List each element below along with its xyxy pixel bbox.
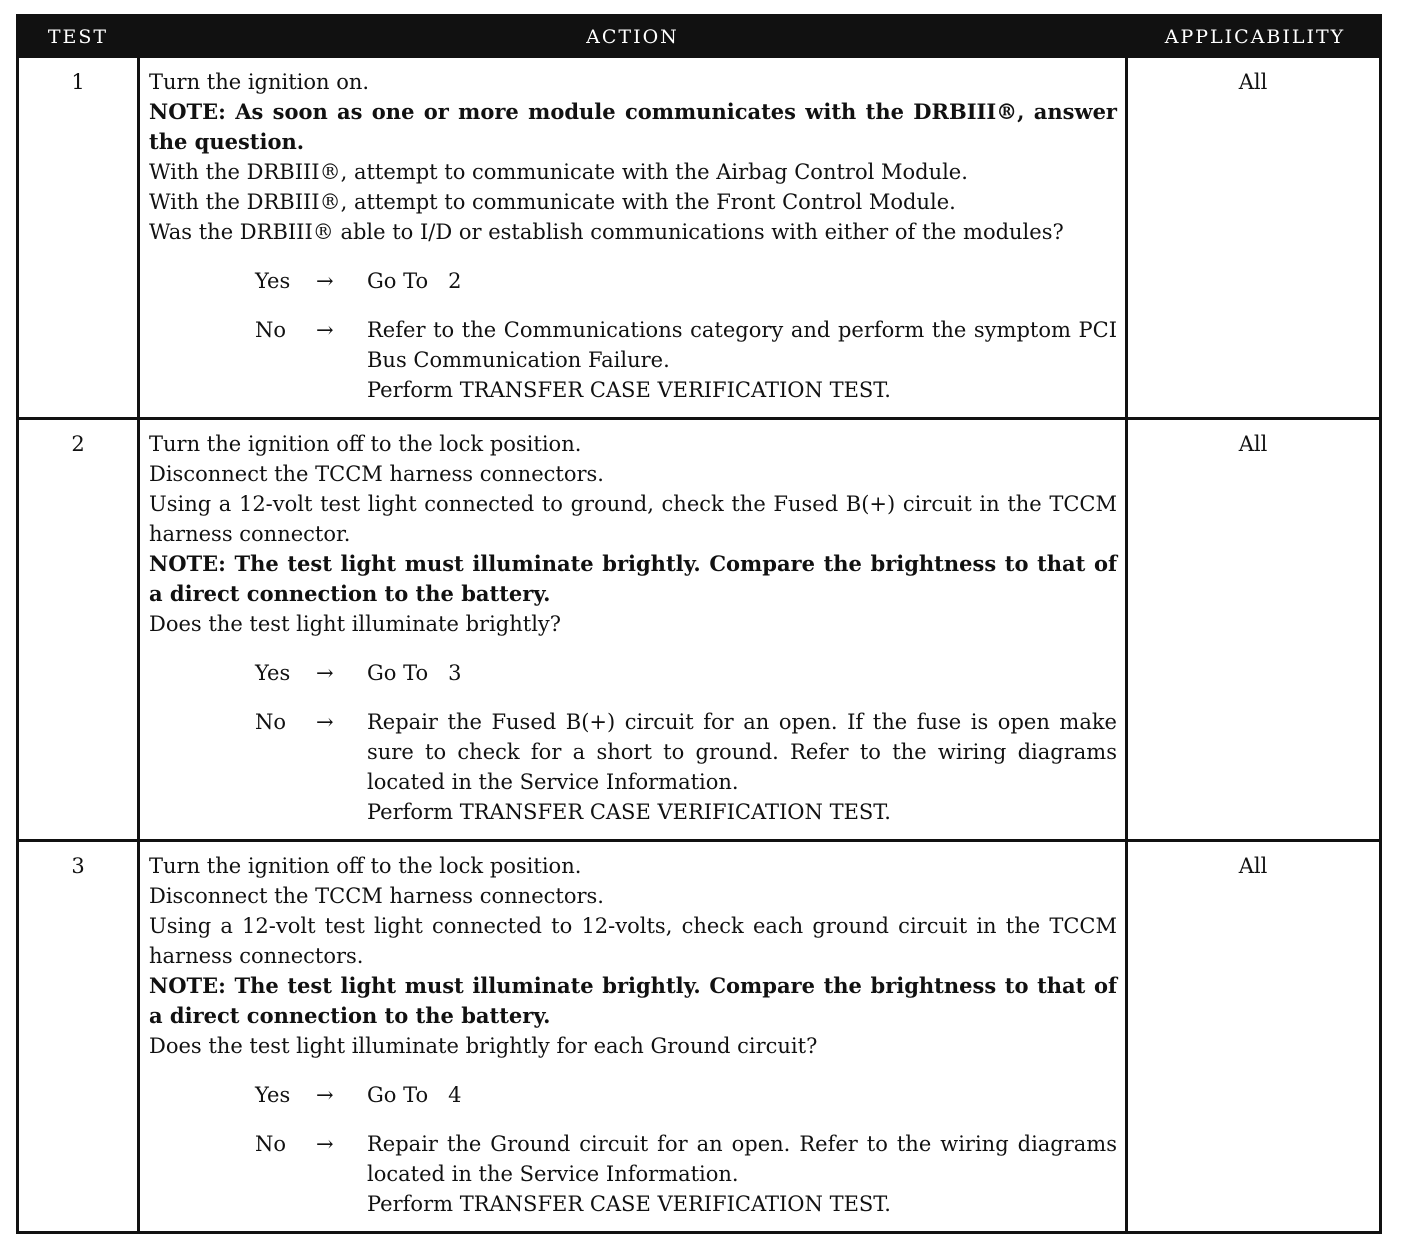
arrow-icon: → (316, 710, 334, 734)
yes-result: Go To 2 (367, 269, 462, 293)
header-applicability: APPLICABILITY (1164, 26, 1346, 48)
arrow-icon: → (316, 269, 334, 293)
no-label: No (255, 1132, 287, 1156)
no-result: Repair the Fused B(+) circuit for an open. If the fuse is open make sure to check for a short to ground. Refer to the wiring diagrams located in the Service Information. (367, 710, 1117, 794)
no-branch (149, 1129, 1117, 1219)
action-cell (149, 851, 1117, 1219)
applicability-value: All (1238, 432, 1268, 456)
action-line: Turn the ignition off to the lock position. (149, 432, 582, 456)
test-number: 3 (71, 854, 85, 878)
yes-branch (149, 1080, 1117, 1110)
row-divider (19, 839, 1379, 842)
action-cell (149, 429, 1117, 827)
action-line: Does the test light illuminate brightly for each Ground circuit? (149, 1034, 818, 1058)
action-line: Does the test light illuminate brightly? (149, 612, 562, 636)
note-text: NOTE: The test light must illuminate brightly. Compare the brightness to that of a direct connection to the battery. (149, 551, 1117, 606)
arrow-icon: → (316, 318, 334, 342)
table-header (19, 17, 1379, 58)
yes-result: Go To 3 (367, 661, 462, 685)
no-result: Perform TRANSFER CASE VERIFICATION TEST. (367, 800, 891, 824)
note-text: NOTE: The test light must illuminate brightly. Compare the brightness to that of a direct connection to the battery. (149, 973, 1117, 1028)
action-line: With the DRBIII®, attempt to communicate with the Front Control Module. (149, 190, 956, 214)
no-label: No (255, 710, 287, 734)
no-branch (149, 707, 1117, 827)
arrow-icon: → (316, 1083, 334, 1107)
action-line: Using a 12-volt test light connected to ground, check the Fused B(+) circuit in the TCCM harness connector. (149, 492, 1117, 546)
row-divider (19, 417, 1379, 420)
header-test: TEST (47, 26, 109, 48)
no-label: No (255, 318, 287, 342)
test-number: 1 (71, 70, 85, 94)
no-result: Perform TRANSFER CASE VERIFICATION TEST. (367, 1192, 891, 1216)
applicability-value: All (1238, 70, 1268, 94)
yes-label: Yes (255, 269, 291, 293)
yes-label: Yes (255, 661, 291, 685)
note-text: NOTE: As soon as one or more module communicates with the DRBIII®, answer the question. (149, 99, 1117, 154)
diagnostic-table (16, 14, 1382, 1234)
action-line: Was the DRBIII® able to I/D or establish communications with either of the modules? (149, 220, 1064, 244)
arrow-icon: → (316, 661, 334, 685)
action-line: Turn the ignition on. (149, 70, 370, 94)
no-result: Repair the Ground circuit for an open. Refer to the wiring diagrams located in the Service Information. (367, 1132, 1117, 1186)
action-line: Using a 12-volt test light connected to 12-volts, check each ground circuit in the TCCM harness connectors. (149, 914, 1117, 968)
column-divider (137, 58, 140, 1231)
yes-branch (149, 266, 1117, 296)
applicability-value: All (1238, 854, 1268, 878)
action-line: With the DRBIII®, attempt to communicate with the Airbag Control Module. (149, 160, 968, 184)
arrow-icon: → (316, 1132, 334, 1156)
action-line: Disconnect the TCCM harness connectors. (149, 884, 604, 908)
column-divider (1125, 58, 1128, 1231)
no-result: Refer to the Communications category and perform the symptom PCI Bus Communication Failure. (367, 318, 1117, 372)
no-branch (149, 315, 1117, 405)
header-action: ACTION (586, 26, 679, 48)
action-cell (149, 67, 1117, 405)
action-line: Turn the ignition off to the lock position. (149, 854, 582, 878)
yes-label: Yes (255, 1083, 291, 1107)
test-number: 2 (71, 432, 85, 456)
no-result: Perform TRANSFER CASE VERIFICATION TEST. (367, 378, 891, 402)
yes-branch (149, 658, 1117, 688)
action-line: Disconnect the TCCM harness connectors. (149, 462, 604, 486)
yes-result: Go To 4 (367, 1083, 462, 1107)
